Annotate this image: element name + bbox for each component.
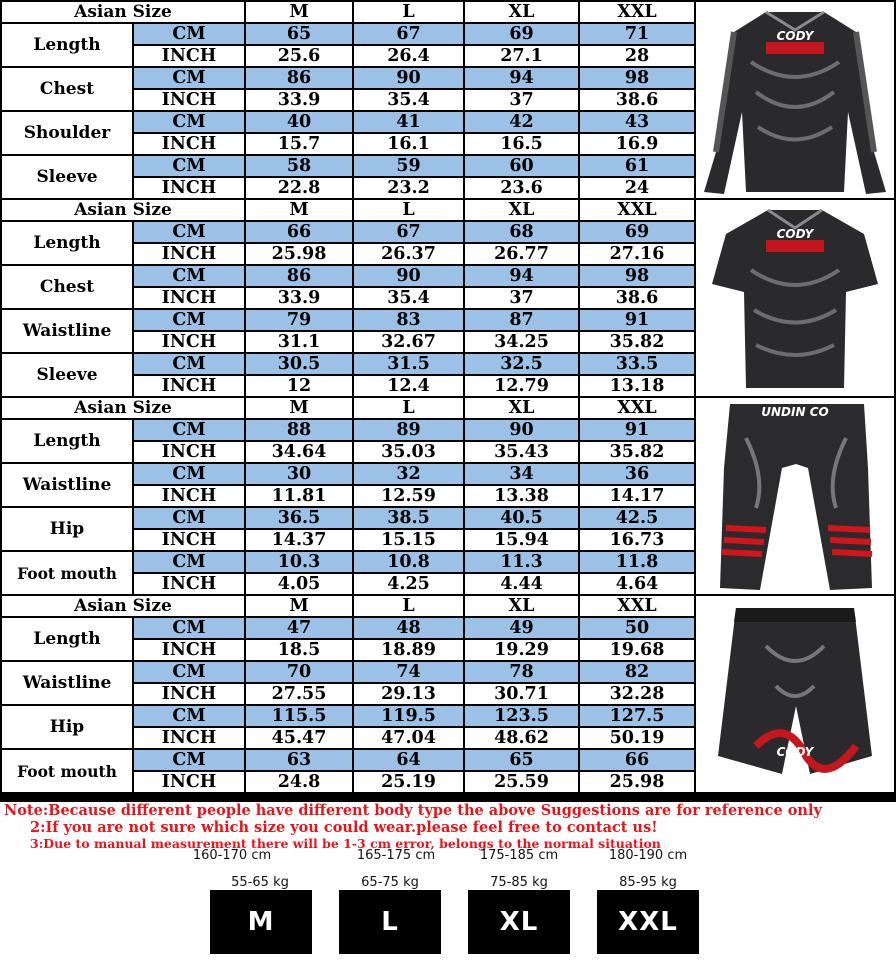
inch-value: 35.4 bbox=[354, 288, 463, 308]
header-size-m: M bbox=[246, 398, 352, 418]
unit-cm-label: CM bbox=[134, 112, 244, 132]
header-asian-size: Asian Size bbox=[2, 200, 244, 220]
cm-value: 49 bbox=[465, 618, 578, 638]
unit-inch-label: INCH bbox=[134, 134, 244, 154]
header-size-l: L bbox=[354, 596, 463, 616]
header-size-xxl: XXL bbox=[580, 2, 694, 22]
cm-value: 42 bbox=[465, 112, 578, 132]
cm-value: 33.5 bbox=[580, 354, 694, 374]
cm-value: 90 bbox=[354, 68, 463, 88]
inch-value: 35.82 bbox=[580, 332, 694, 352]
header-size-xl: XL bbox=[465, 398, 578, 418]
inch-value: 35.03 bbox=[354, 442, 463, 462]
inch-value: 35.43 bbox=[465, 442, 578, 462]
header-size-l: L bbox=[354, 2, 463, 22]
inch-value: 37 bbox=[465, 288, 578, 308]
cm-value: 79 bbox=[246, 310, 352, 330]
row-label: Sleeve bbox=[2, 354, 132, 396]
cm-value: 78 bbox=[465, 662, 578, 682]
cm-value: 34 bbox=[465, 464, 578, 484]
inch-value: 4.05 bbox=[246, 574, 352, 594]
cm-value: 61 bbox=[580, 156, 694, 176]
cm-value: 66 bbox=[246, 222, 352, 242]
inch-value: 18.89 bbox=[354, 640, 463, 660]
cm-value: 90 bbox=[465, 420, 578, 440]
inch-value: 18.5 bbox=[246, 640, 352, 660]
inch-value: 14.17 bbox=[580, 486, 694, 506]
row-label: Foot mouth bbox=[2, 552, 132, 594]
inch-value: 45.47 bbox=[246, 728, 352, 748]
unit-cm-label: CM bbox=[134, 508, 244, 528]
unit-inch-label: INCH bbox=[134, 574, 244, 594]
unit-inch-label: INCH bbox=[134, 486, 244, 506]
cm-value: 32 bbox=[354, 464, 463, 484]
inch-value: 15.7 bbox=[246, 134, 352, 154]
inch-value: 25.59 bbox=[465, 772, 578, 792]
unit-cm-label: CM bbox=[134, 618, 244, 638]
cm-value: 38.5 bbox=[354, 508, 463, 528]
cm-value: 67 bbox=[354, 222, 463, 242]
inch-value: 35.4 bbox=[354, 90, 463, 110]
unit-inch-label: INCH bbox=[134, 684, 244, 704]
cm-value: 88 bbox=[246, 420, 352, 440]
guide-height-m: 160-170 cm bbox=[192, 848, 272, 863]
unit-cm-label: CM bbox=[134, 24, 244, 44]
guide-weight-xl: 75-85 kg bbox=[490, 875, 548, 890]
unit-cm-label: CM bbox=[134, 464, 244, 484]
cm-value: 65 bbox=[465, 750, 578, 770]
inch-value: 27.1 bbox=[465, 46, 578, 66]
inch-value: 30.71 bbox=[465, 684, 578, 704]
cm-value: 47 bbox=[246, 618, 352, 638]
header-size-m: M bbox=[246, 2, 352, 22]
brand-logo-text: CODY bbox=[776, 745, 814, 759]
product-image-long-sleeve-rashguard bbox=[696, 2, 894, 198]
inch-value: 22.8 bbox=[246, 178, 352, 198]
header-size-m: M bbox=[246, 200, 352, 220]
inch-value: 13.38 bbox=[465, 486, 578, 506]
cm-value: 70 bbox=[246, 662, 352, 682]
inch-value: 48.62 bbox=[465, 728, 578, 748]
inch-value: 26.4 bbox=[354, 46, 463, 66]
cm-value: 87 bbox=[465, 310, 578, 330]
cm-value: 115.5 bbox=[246, 706, 352, 726]
inch-value: 16.5 bbox=[465, 134, 578, 154]
product-image-short-sleeve-rashguard bbox=[696, 200, 894, 396]
unit-cm-label: CM bbox=[134, 156, 244, 176]
inch-value: 12.4 bbox=[354, 376, 463, 396]
cm-value: 119.5 bbox=[354, 706, 463, 726]
inch-value: 50.19 bbox=[580, 728, 694, 748]
cm-value: 91 bbox=[580, 420, 694, 440]
cm-value: 90 bbox=[354, 266, 463, 286]
unit-inch-label: INCH bbox=[134, 332, 244, 352]
row-label: Length bbox=[2, 24, 132, 66]
header-size-xl: XL bbox=[465, 596, 578, 616]
unit-inch-label: INCH bbox=[134, 244, 244, 264]
cm-value: 74 bbox=[354, 662, 463, 682]
header-size-xxl: XXL bbox=[580, 200, 694, 220]
row-label: Foot mouth bbox=[2, 750, 132, 792]
brand-logo-text: CODY bbox=[776, 29, 814, 43]
inch-value: 31.1 bbox=[246, 332, 352, 352]
unit-cm-label: CM bbox=[134, 662, 244, 682]
unit-inch-label: INCH bbox=[134, 376, 244, 396]
cm-value: 10.3 bbox=[246, 552, 352, 572]
inch-value: 32.67 bbox=[354, 332, 463, 352]
inch-value: 35.82 bbox=[580, 442, 694, 462]
inch-value: 25.98 bbox=[580, 772, 694, 792]
cm-value: 40 bbox=[246, 112, 352, 132]
note-line-2: 2:If you are not sure which size you could wear.please feel free to contact us! bbox=[30, 819, 658, 836]
unit-cm-label: CM bbox=[134, 552, 244, 572]
unit-cm-label: CM bbox=[134, 420, 244, 440]
row-label: Chest bbox=[2, 68, 132, 110]
inch-value: 24 bbox=[580, 178, 694, 198]
inch-value: 27.55 bbox=[246, 684, 352, 704]
cm-value: 69 bbox=[465, 24, 578, 44]
inch-value: 16.9 bbox=[580, 134, 694, 154]
guide-weight-xxl: 85-95 kg bbox=[619, 875, 677, 890]
unit-cm-label: CM bbox=[134, 68, 244, 88]
inch-value: 4.64 bbox=[580, 574, 694, 594]
guide-weight-l: 65-75 kg bbox=[361, 875, 419, 890]
cm-value: 30 bbox=[246, 464, 352, 484]
inch-value: 37 bbox=[465, 90, 578, 110]
cm-value: 65 bbox=[246, 24, 352, 44]
cm-value: 98 bbox=[580, 68, 694, 88]
inch-value: 33.9 bbox=[246, 90, 352, 110]
cm-value: 94 bbox=[465, 266, 578, 286]
cm-value: 48 bbox=[354, 618, 463, 638]
unit-inch-label: INCH bbox=[134, 178, 244, 198]
inch-value: 25.19 bbox=[354, 772, 463, 792]
guide-height-xxl: 180-190 cm bbox=[608, 848, 688, 863]
row-label: Length bbox=[2, 222, 132, 264]
unit-inch-label: INCH bbox=[134, 442, 244, 462]
inch-value: 47.04 bbox=[354, 728, 463, 748]
header-size-xl: XL bbox=[465, 2, 578, 22]
inch-value: 33.9 bbox=[246, 288, 352, 308]
inch-value: 25.98 bbox=[246, 244, 352, 264]
inch-value: 16.1 bbox=[354, 134, 463, 154]
cm-value: 82 bbox=[580, 662, 694, 682]
brand-logo-text: UNDIN CO bbox=[761, 405, 829, 419]
inch-value: 12 bbox=[246, 376, 352, 396]
cm-value: 98 bbox=[580, 266, 694, 286]
inch-value: 38.6 bbox=[580, 90, 694, 110]
inch-value: 23.2 bbox=[354, 178, 463, 198]
size-box-xxl: XXL bbox=[597, 890, 699, 954]
cm-value: 10.8 bbox=[354, 552, 463, 572]
inch-value: 27.16 bbox=[580, 244, 694, 264]
inch-value: 34.64 bbox=[246, 442, 352, 462]
cm-value: 50 bbox=[580, 618, 694, 638]
unit-cm-label: CM bbox=[134, 750, 244, 770]
cm-value: 42.5 bbox=[580, 508, 694, 528]
size-box-m: M bbox=[210, 890, 312, 954]
size-box-l: L bbox=[339, 890, 441, 954]
inch-value: 26.37 bbox=[354, 244, 463, 264]
unit-cm-label: CM bbox=[134, 310, 244, 330]
size-box-xl: XL bbox=[468, 890, 570, 954]
unit-cm-label: CM bbox=[134, 706, 244, 726]
cm-value: 59 bbox=[354, 156, 463, 176]
header-asian-size: Asian Size bbox=[2, 2, 244, 22]
row-label: Hip bbox=[2, 706, 132, 748]
row-label: Length bbox=[2, 420, 132, 462]
cm-value: 86 bbox=[246, 266, 352, 286]
row-label: Waistline bbox=[2, 310, 132, 352]
product-image-compression-pants bbox=[696, 398, 894, 594]
unit-cm-label: CM bbox=[134, 222, 244, 242]
row-label: Chest bbox=[2, 266, 132, 308]
inch-value: 19.68 bbox=[580, 640, 694, 660]
cm-value: 41 bbox=[354, 112, 463, 132]
cm-value: 30.5 bbox=[246, 354, 352, 374]
note-line-3: 3:Due to manual measurement there will be 1-3 cm error, belongs to the normal situation bbox=[30, 836, 661, 851]
note-line-1: Note:Because different people have different body type the above Suggestions are for reference only bbox=[4, 802, 822, 819]
cm-value: 83 bbox=[354, 310, 463, 330]
unit-inch-label: INCH bbox=[134, 530, 244, 550]
cm-value: 68 bbox=[465, 222, 578, 242]
cm-value: 60 bbox=[465, 156, 578, 176]
unit-inch-label: INCH bbox=[134, 640, 244, 660]
inch-value: 32.28 bbox=[580, 684, 694, 704]
cm-value: 36.5 bbox=[246, 508, 352, 528]
inch-value: 24.8 bbox=[246, 772, 352, 792]
inch-value: 26.77 bbox=[465, 244, 578, 264]
header-asian-size: Asian Size bbox=[2, 398, 244, 418]
inch-value: 15.94 bbox=[465, 530, 578, 550]
guide-height-xl: 175-185 cm bbox=[479, 848, 559, 863]
unit-cm-label: CM bbox=[134, 354, 244, 374]
cm-value: 63 bbox=[246, 750, 352, 770]
unit-inch-label: INCH bbox=[134, 90, 244, 110]
cm-value: 71 bbox=[580, 24, 694, 44]
inch-value: 13.18 bbox=[580, 376, 694, 396]
header-size-xxl: XXL bbox=[580, 596, 694, 616]
row-label: Hip bbox=[2, 508, 132, 550]
cm-value: 32.5 bbox=[465, 354, 578, 374]
cm-value: 86 bbox=[246, 68, 352, 88]
header-size-m: M bbox=[246, 596, 352, 616]
cm-value: 66 bbox=[580, 750, 694, 770]
cm-value: 58 bbox=[246, 156, 352, 176]
inch-value: 23.6 bbox=[465, 178, 578, 198]
inch-value: 4.25 bbox=[354, 574, 463, 594]
header-size-l: L bbox=[354, 200, 463, 220]
unit-inch-label: INCH bbox=[134, 46, 244, 66]
cm-value: 94 bbox=[465, 68, 578, 88]
cm-value: 64 bbox=[354, 750, 463, 770]
row-label: Shoulder bbox=[2, 112, 132, 154]
inch-value: 12.79 bbox=[465, 376, 578, 396]
cm-value: 36 bbox=[580, 464, 694, 484]
cm-value: 11.3 bbox=[465, 552, 578, 572]
inch-value: 34.25 bbox=[465, 332, 578, 352]
unit-inch-label: INCH bbox=[134, 772, 244, 792]
unit-inch-label: INCH bbox=[134, 288, 244, 308]
header-size-xl: XL bbox=[465, 200, 578, 220]
inch-value: 4.44 bbox=[465, 574, 578, 594]
row-label: Waistline bbox=[2, 662, 132, 704]
inch-value: 38.6 bbox=[580, 288, 694, 308]
cm-value: 31.5 bbox=[354, 354, 463, 374]
header-size-xxl: XXL bbox=[580, 398, 694, 418]
cm-value: 11.8 bbox=[580, 552, 694, 572]
brand-logo-text: CODY bbox=[776, 227, 814, 241]
inch-value: 11.81 bbox=[246, 486, 352, 506]
unit-cm-label: CM bbox=[134, 266, 244, 286]
cm-value: 89 bbox=[354, 420, 463, 440]
row-label: Waistline bbox=[2, 464, 132, 506]
inch-value: 16.73 bbox=[580, 530, 694, 550]
header-size-l: L bbox=[354, 398, 463, 418]
cm-value: 40.5 bbox=[465, 508, 578, 528]
cm-value: 69 bbox=[580, 222, 694, 242]
cm-value: 67 bbox=[354, 24, 463, 44]
product-image-fight-shorts bbox=[696, 596, 894, 792]
guide-weight-m: 55-65 kg bbox=[231, 875, 289, 890]
inch-value: 19.29 bbox=[465, 640, 578, 660]
inch-value: 29.13 bbox=[354, 684, 463, 704]
cm-value: 127.5 bbox=[580, 706, 694, 726]
row-label: Length bbox=[2, 618, 132, 660]
guide-height-l: 165-175 cm bbox=[356, 848, 436, 863]
inch-value: 12.59 bbox=[354, 486, 463, 506]
header-asian-size: Asian Size bbox=[2, 596, 244, 616]
inch-value: 15.15 bbox=[354, 530, 463, 550]
inch-value: 25.6 bbox=[246, 46, 352, 66]
cm-value: 91 bbox=[580, 310, 694, 330]
cm-value: 43 bbox=[580, 112, 694, 132]
cm-value: 123.5 bbox=[465, 706, 578, 726]
unit-inch-label: INCH bbox=[134, 728, 244, 748]
inch-value: 14.37 bbox=[246, 530, 352, 550]
row-label: Sleeve bbox=[2, 156, 132, 198]
inch-value: 28 bbox=[580, 46, 694, 66]
